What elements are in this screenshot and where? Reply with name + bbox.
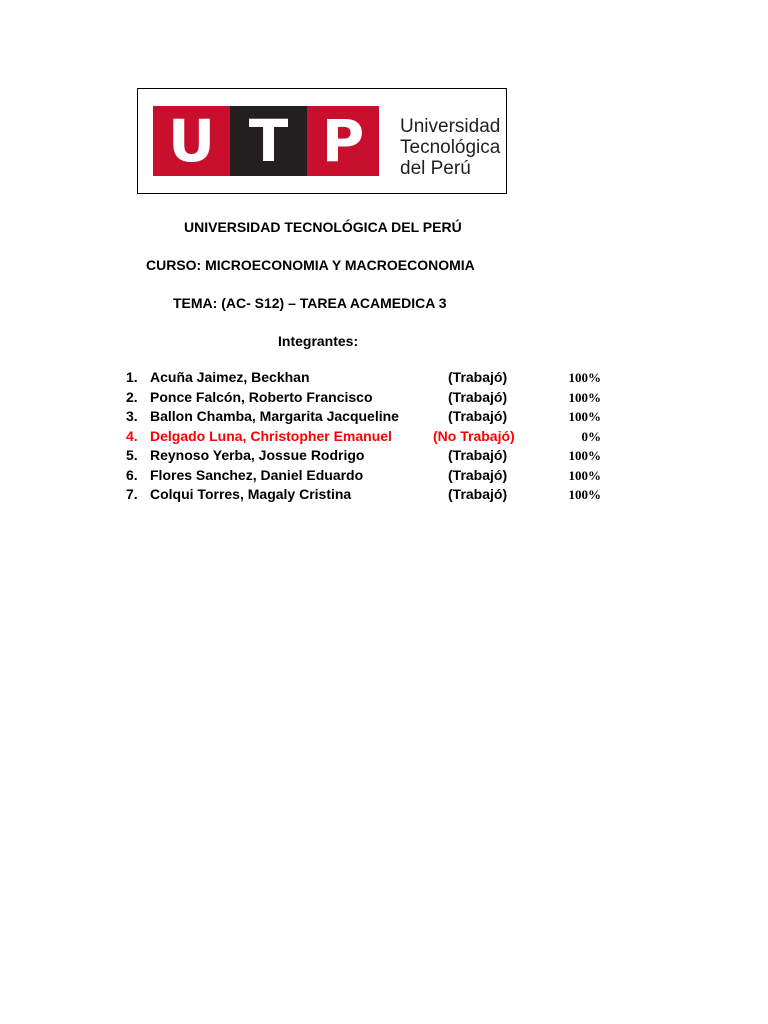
member-name: Delgado Luna, Christopher Emanuel: [150, 427, 392, 444]
member-name: Reynoso Yerba, Jossue Rodrigo: [150, 447, 365, 463]
member-row: [126, 485, 626, 505]
member-percent: 100%: [568, 370, 601, 385]
logo-letter-t: T: [230, 106, 307, 176]
member-percent: 0%: [581, 428, 601, 444]
member-number: 4.: [126, 427, 138, 444]
member-percent: 100%: [568, 409, 601, 424]
member-status: (Trabajó): [448, 369, 508, 385]
logo-wordmark-line-2: Tecnológica: [400, 137, 501, 158]
member-name: Colqui Torres, Magaly Cristina: [150, 486, 352, 502]
members-heading: Integrantes:: [278, 333, 359, 349]
members-list: [126, 368, 626, 505]
member-status: (Trabajó): [448, 408, 508, 424]
member-name: Ballon Chamba, Margarita Jacqueline: [150, 408, 399, 424]
member-percent: 100%: [568, 389, 601, 405]
member-row: [126, 427, 626, 447]
member-status: (Trabajó): [448, 447, 508, 463]
university-logo: [137, 88, 507, 194]
member-number: 6.: [126, 466, 138, 483]
member-number: 7.: [126, 486, 138, 502]
topic-title: TEMA: (AC- S12) – TAREA ACAMEDICA 3: [173, 295, 447, 311]
member-name: Acuña Jaimez, Beckhan: [150, 369, 310, 385]
member-number: 2.: [126, 388, 138, 405]
member-row: [126, 407, 626, 427]
member-row: [126, 466, 626, 486]
member-name: Flores Sanchez, Daniel Eduardo: [150, 466, 364, 483]
member-row: [126, 388, 626, 408]
university-title: UNIVERSIDAD TECNOLÓGICA DEL PERÚ: [184, 219, 462, 235]
member-number: 1.: [126, 369, 138, 385]
logo-wordmark-line-1: Universidad: [400, 116, 501, 137]
member-status: (Trabajó): [448, 466, 508, 483]
logo-wordmark: [400, 116, 500, 179]
member-percent: 100%: [568, 487, 601, 502]
member-status: (Trabajó): [448, 388, 508, 405]
logo-letter-u: U: [153, 106, 230, 176]
member-row: [126, 446, 626, 466]
member-percent: 100%: [568, 448, 601, 463]
member-row: [126, 368, 626, 388]
member-name: Ponce Falcón, Roberto Francisco: [150, 388, 373, 405]
member-status: (Trabajó): [448, 486, 508, 502]
member-percent: 100%: [568, 467, 601, 483]
member-number: 3.: [126, 408, 138, 424]
logo-wordmark-line-3: del Perú: [400, 158, 471, 179]
member-number: 5.: [126, 447, 138, 463]
member-status: (No Trabajó): [433, 427, 515, 444]
logo-letter-p: P: [307, 106, 379, 176]
course-title: CURSO: MICROECONOMIA Y MACROECONOMIA: [146, 257, 475, 273]
